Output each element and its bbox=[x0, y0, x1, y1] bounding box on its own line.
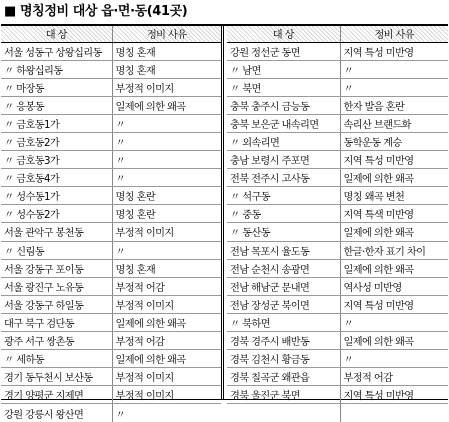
cell-reason: 지역 특성 미반영 bbox=[340, 151, 448, 169]
cell-reason: 〃 bbox=[112, 241, 221, 259]
cell-target: 경북 칠곡군 왜관읍 bbox=[227, 368, 340, 386]
cell-target: 전남 목포시 율도동 bbox=[227, 241, 340, 259]
table-row bbox=[1, 223, 221, 241]
cell-target: 〃 세하동 bbox=[1, 350, 112, 368]
cell-reason: 부정적 어감 bbox=[112, 277, 221, 295]
cell-target: 〃 금호동4가 bbox=[1, 169, 112, 187]
table-row bbox=[227, 386, 448, 404]
table-row bbox=[1, 96, 221, 114]
cell-reason: 〃 bbox=[340, 60, 448, 78]
cell-target: 충북 보은군 내속리면 bbox=[227, 114, 340, 132]
table-row bbox=[1, 114, 221, 132]
cell-target: 광주 서구 쌍촌동 bbox=[1, 332, 112, 350]
table-row bbox=[1, 277, 221, 295]
cell-reason: 명칭 혼재 bbox=[112, 42, 221, 60]
table-row bbox=[227, 60, 448, 78]
table-row bbox=[227, 187, 448, 205]
cell-target: 〃 응봉동 bbox=[1, 96, 112, 114]
right-header-row bbox=[227, 26, 448, 42]
left-header-row bbox=[1, 26, 221, 42]
cell-reason: 일제에 의한 왜곡 bbox=[340, 169, 448, 187]
cell-target: 〃 성수동1가 bbox=[1, 187, 112, 205]
cell-target bbox=[227, 404, 340, 422]
cell-reason: 〃 bbox=[340, 350, 448, 368]
table-row bbox=[1, 368, 221, 386]
cell-target: 전남 순천시 송광면 bbox=[227, 259, 340, 277]
cell-reason: 지역 특성 미반영 bbox=[340, 295, 448, 313]
cell-reason: 지역 특색 미반영 bbox=[340, 205, 448, 223]
cell-reason: 일제에 의한 왜곡 bbox=[112, 313, 221, 331]
cell-reason: 〃 bbox=[112, 151, 221, 169]
cell-target: 서울 성동구 상왕십리동 bbox=[1, 42, 112, 60]
table-row bbox=[227, 350, 448, 368]
cell-reason: 〃 bbox=[112, 132, 221, 150]
cell-target: 경북 경주시 배반동 bbox=[227, 332, 340, 350]
table-row bbox=[227, 277, 448, 295]
cell-target: 경북 김천시 황금동 bbox=[227, 350, 340, 368]
cell-reason: 일제에 의한 왜곡 bbox=[340, 259, 448, 277]
table-row bbox=[1, 313, 221, 331]
cell-target: 〃 북면 bbox=[227, 78, 340, 96]
cell-target: 강원 정선군 동면 bbox=[227, 42, 340, 60]
table-row bbox=[227, 205, 448, 223]
table-row bbox=[227, 151, 448, 169]
table-row bbox=[1, 386, 221, 404]
header-reason: 정비 사유 bbox=[112, 26, 221, 42]
cell-target: 〃 남면 bbox=[227, 60, 340, 78]
cell-reason: 부정적 이미지 bbox=[112, 223, 221, 241]
cell-reason bbox=[340, 404, 448, 422]
table-row bbox=[227, 259, 448, 277]
cell-target: 〃 신림동 bbox=[1, 241, 112, 259]
cell-reason: 부정적 이미지 bbox=[112, 386, 221, 404]
cell-reason: 역사성 미반영 bbox=[340, 277, 448, 295]
right-table bbox=[227, 26, 448, 422]
cell-reason: 명칭 왜곡 변천 bbox=[340, 187, 448, 205]
table-row bbox=[227, 78, 448, 96]
table-row bbox=[227, 132, 448, 150]
cell-target: 경북 울진군 북면 bbox=[227, 386, 340, 404]
table-row bbox=[1, 132, 221, 150]
cell-target: 〃 금호동3가 bbox=[1, 151, 112, 169]
cell-target: 〃 석구동 bbox=[227, 187, 340, 205]
table-row bbox=[227, 295, 448, 313]
cell-reason: 일제에 의한 왜곡 bbox=[340, 332, 448, 350]
table-row bbox=[1, 169, 221, 187]
cell-target: 〃 중동 bbox=[227, 205, 340, 223]
cell-target: 〃 외속리면 bbox=[227, 132, 340, 150]
cell-target: 서울 광진구 노유동 bbox=[1, 277, 112, 295]
cell-reason: 〃 bbox=[112, 114, 221, 132]
cell-reason: 명칭 혼재 bbox=[112, 60, 221, 78]
table-row bbox=[1, 205, 221, 223]
cell-target: 충남 보령시 주포면 bbox=[227, 151, 340, 169]
cell-reason: 속리산 브랜드화 bbox=[340, 114, 448, 132]
cell-target: 〃 하왕십리동 bbox=[1, 60, 112, 78]
table-row bbox=[1, 78, 221, 96]
cell-target: 서울 강동구 포이동 bbox=[1, 259, 112, 277]
cell-reason: 〃 bbox=[340, 313, 448, 331]
cell-target: 강원 강릉시 왕산면 bbox=[1, 404, 112, 422]
rename-target-table bbox=[1, 24, 448, 421]
cell-target: 서울 강동구 하일동 bbox=[1, 295, 112, 313]
cell-target: 전북 전주시 고사동 bbox=[227, 169, 340, 187]
cell-target: 〃 북하면 bbox=[227, 313, 340, 331]
table-row bbox=[227, 313, 448, 331]
left-table-body bbox=[1, 42, 221, 422]
right-table-body bbox=[227, 42, 448, 422]
table-row bbox=[227, 241, 448, 259]
cell-reason: 〃 bbox=[115, 409, 126, 421]
cell-target: 충북 충주시 금능동 bbox=[227, 96, 340, 114]
table-row bbox=[1, 350, 221, 368]
table-row bbox=[227, 368, 448, 386]
table-row bbox=[1, 187, 221, 205]
cell-reason: 일제에 의한 왜곡 bbox=[340, 223, 448, 241]
cell-target: 〃 성수동2가 bbox=[1, 205, 112, 223]
cell-target: 경기 양평군 지제면 bbox=[1, 386, 112, 404]
table-row bbox=[1, 241, 221, 259]
table-row bbox=[227, 96, 448, 114]
table-row bbox=[227, 169, 448, 187]
cell-reason: 일제에 의한 왜곡 bbox=[112, 350, 221, 368]
cell-target: 〃 마장동 bbox=[1, 78, 112, 96]
cell-reason: 〃 bbox=[340, 78, 448, 96]
cell-reason: 〃 bbox=[112, 169, 221, 187]
table-row bbox=[1, 332, 221, 350]
cell-target: 전남 해남군 문내면 bbox=[227, 277, 340, 295]
cell-reason: 부정적 이미지 bbox=[112, 295, 221, 313]
cell-reason: 동학운동 계승 bbox=[340, 132, 448, 150]
cell-target: 〃 금호동1가 bbox=[1, 114, 112, 132]
cell-reason: 한자 발음 혼란 bbox=[340, 96, 448, 114]
cell-reason: 지역 특성 미반영 bbox=[340, 386, 448, 404]
table-row bbox=[227, 223, 448, 241]
table-row bbox=[227, 114, 448, 132]
cell-target: 〃 금호동2가 bbox=[1, 132, 112, 150]
cell-target: 전남 장성군 북이면 bbox=[227, 295, 340, 313]
cell-reason: 지역 특성 미반영 bbox=[340, 42, 448, 60]
table-row bbox=[227, 404, 448, 422]
header-target: 대 상 bbox=[227, 26, 340, 42]
table-row bbox=[1, 295, 221, 313]
table-row bbox=[1, 259, 221, 277]
cell-target: 대구 북구 검단동 bbox=[1, 313, 112, 331]
table-row bbox=[1, 60, 221, 78]
table-row bbox=[1, 404, 221, 422]
document-title: ■ 명칭정비 대상 읍·면·동(41곳) bbox=[4, 4, 188, 19]
table-row bbox=[1, 42, 221, 60]
left-table bbox=[1, 26, 221, 422]
table-row bbox=[1, 151, 221, 169]
cell-reason: 명칭 혼란 bbox=[112, 187, 221, 205]
cell-reason: 부정적 어감 bbox=[340, 368, 448, 386]
cell-reason: 명칭 혼재 bbox=[112, 259, 221, 277]
cell-reason: 부정적 어감 bbox=[112, 332, 221, 350]
table-row bbox=[227, 42, 448, 60]
table-row bbox=[227, 332, 448, 350]
cell-target: 서울 관악구 봉천동 bbox=[1, 223, 112, 241]
cell-reason: 일제에 의한 왜곡 bbox=[112, 96, 221, 114]
header-target: 대 상 bbox=[1, 26, 112, 42]
cell-reason: 부정적 이미지 bbox=[112, 368, 221, 386]
right-column-block bbox=[227, 26, 448, 403]
cell-target: 〃 동산동 bbox=[227, 223, 340, 241]
cell-reason: 명칭 혼란 bbox=[112, 205, 221, 223]
cell-target: 경기 동두천시 보산동 bbox=[1, 368, 112, 386]
header-reason: 정비 사유 bbox=[340, 26, 448, 42]
left-column-block bbox=[1, 26, 224, 421]
cell-reason: 한글·한자 표기 차이 bbox=[340, 241, 448, 259]
cell-reason: 부정적 이미지 bbox=[112, 78, 221, 96]
